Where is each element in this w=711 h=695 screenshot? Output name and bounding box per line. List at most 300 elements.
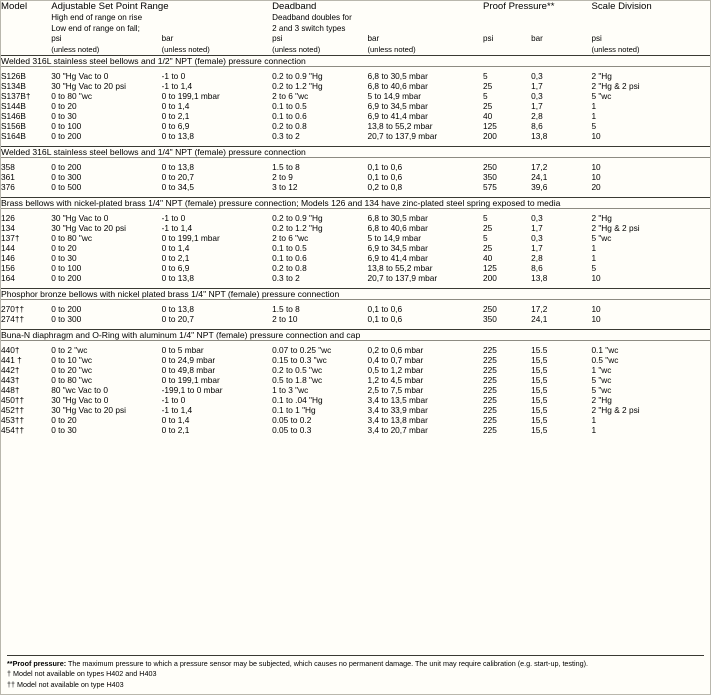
data-cell: 2 to 6 "wc xyxy=(272,233,309,243)
model-cell: 442† xyxy=(1,365,20,375)
units-label: bar xyxy=(367,34,380,43)
header-subtitle-row xyxy=(1,12,710,34)
data-cell: 225 xyxy=(482,405,497,415)
data-cell: 0,3 xyxy=(531,209,591,224)
data-cell: 350 xyxy=(482,314,497,324)
data-cell: 5 xyxy=(482,233,488,243)
footnote-proof-label: **Proof pressure: xyxy=(7,658,67,668)
units-scale-psi xyxy=(591,34,710,56)
units-proof-bar xyxy=(531,34,591,56)
data-cell: 0,2 to 0,6 mbar xyxy=(368,341,483,356)
data-cell: 0.2 to 0.8 xyxy=(272,263,307,273)
data-cell: 5 to 14,9 mbar xyxy=(367,233,422,243)
data-cell: 1 to 3 "wc xyxy=(272,385,309,395)
footnote-proof-text: The maximum pressure to which a pressure sensor may be subjected, which causes no permanent damage. The unit may require calibration (e.g. start-up, testing). xyxy=(66,658,589,668)
data-cell: 2,8 xyxy=(531,111,543,121)
data-cell: 0 to 30 xyxy=(51,111,77,121)
data-cell: 10 xyxy=(591,300,710,315)
data-cell: 30 "Hg Vac to 20 psi xyxy=(51,405,126,415)
data-cell: 3,4 to 33,9 mbar xyxy=(367,405,428,415)
data-cell: 15,5 xyxy=(531,365,548,375)
data-cell: 24,1 xyxy=(531,172,548,182)
table-row xyxy=(1,101,710,111)
data-cell: 2 to 9 xyxy=(272,172,293,182)
data-cell: 0.2 to 0.8 xyxy=(272,121,307,131)
model-cell: S146B xyxy=(1,111,26,121)
model-cell: S144B xyxy=(1,101,26,111)
data-cell: 5 "wc xyxy=(591,385,612,395)
table-row xyxy=(1,67,710,82)
data-cell: 0 to 1,4 xyxy=(161,243,190,253)
data-cell: 0 to 30 xyxy=(51,425,77,435)
data-cell: 25 xyxy=(482,223,493,233)
data-cell: 0 to 20,7 xyxy=(161,314,194,324)
data-cell: 5 xyxy=(591,121,597,131)
data-cell: 0 to 30 xyxy=(51,253,77,263)
data-cell: 0,1 to 0,6 xyxy=(368,158,483,173)
data-cell: 3,4 to 13,5 mbar xyxy=(367,395,428,405)
data-cell: 0 to 6,9 xyxy=(161,121,190,131)
deadband-note-line2: 2 and 3 switch types xyxy=(272,24,346,33)
data-cell: 15,5 xyxy=(531,395,548,405)
data-cell: 24,1 xyxy=(531,314,548,324)
data-cell: 0.5 to 1.8 "wc xyxy=(272,375,323,385)
header-titles-row xyxy=(1,1,710,12)
group-header-row xyxy=(1,56,710,67)
table-row xyxy=(1,233,710,243)
data-cell: 0,4 to 0,7 mbar xyxy=(367,355,424,365)
data-cell: 0 to 2,1 xyxy=(161,111,190,121)
data-cell: 0 to 34,5 xyxy=(161,182,194,192)
header-model: Model xyxy=(1,1,28,12)
group-title: Phosphor bronze bellows with nickel plated brass 1/4" NPT (female) pressure connection xyxy=(1,289,710,300)
units-label: psi xyxy=(272,34,283,43)
data-cell: 225 xyxy=(482,385,497,395)
data-cell: 15,5 xyxy=(531,385,548,395)
header-deadband: Deadband xyxy=(272,1,317,12)
data-cell: 1,2 to 4,5 mbar xyxy=(367,375,424,385)
data-cell: 6,8 to 30,5 mbar xyxy=(368,209,483,224)
data-cell: 0 to 2 "wc xyxy=(51,341,161,356)
table-row xyxy=(1,209,710,224)
model-cell: 441 † xyxy=(1,355,22,365)
data-cell: 125 xyxy=(482,263,497,273)
model-cell: 443† xyxy=(1,375,20,385)
data-cell: 0.2 to 0.9 "Hg xyxy=(272,67,367,82)
table-row xyxy=(1,253,710,263)
data-cell: 0.2 to 1.2 "Hg xyxy=(272,81,323,91)
table-row xyxy=(1,341,710,356)
group-title: Welded 316L stainless steel bellows and 1/4" NPT (female) pressure connection xyxy=(1,147,710,158)
data-cell: 2 "Hg xyxy=(591,209,710,224)
data-cell: 15.5 xyxy=(531,341,591,356)
data-cell: 6,8 to 40,6 mbar xyxy=(367,223,428,233)
table-header-block xyxy=(1,1,710,56)
data-cell: 0 to 10 "wc xyxy=(51,355,92,365)
data-cell: 20 xyxy=(591,182,601,192)
table-row xyxy=(1,121,710,131)
data-cell: 0 to 199,1 mbar xyxy=(161,233,220,243)
data-cell: 225 xyxy=(482,355,497,365)
data-cell: 0 to 20 "wc xyxy=(51,365,92,375)
data-cell: 8,6 xyxy=(531,263,543,273)
model-cell: 270†† xyxy=(1,300,51,315)
data-cell: 225 xyxy=(482,425,497,435)
units-deadband-bar xyxy=(368,34,483,56)
model-cell: 440† xyxy=(1,341,51,356)
data-cell: 40 xyxy=(482,111,493,121)
footnote-double-dagger: †† Model not available on type H403 xyxy=(7,679,124,689)
data-cell: 0 to 20 xyxy=(51,101,77,111)
data-cell: 25 xyxy=(482,243,493,253)
data-cell: 2 "Hg & 2 psi xyxy=(591,405,640,415)
table-row xyxy=(1,355,710,365)
table-row xyxy=(1,111,710,121)
model-cell: 376 xyxy=(1,182,15,192)
data-cell: 0.05 to 0.3 xyxy=(272,425,312,435)
data-cell: 125 xyxy=(482,121,497,131)
data-cell: 30 "Hg Vac to 20 psi xyxy=(51,223,126,233)
units-label: psi xyxy=(591,34,602,43)
data-cell: 25 xyxy=(482,101,493,111)
table-row xyxy=(1,314,710,330)
table-row xyxy=(1,273,710,289)
units-note: (unless noted) xyxy=(51,44,100,54)
model-cell: 164 xyxy=(1,273,15,283)
units-note: (unless noted) xyxy=(272,44,321,54)
table-row xyxy=(1,385,710,395)
model-cell: S156B xyxy=(1,121,26,131)
model-cell: S137B† xyxy=(1,91,31,101)
data-cell: 6,8 to 30,5 mbar xyxy=(368,67,483,82)
data-cell: 13,8 xyxy=(531,131,548,141)
data-cell: 0 to 13,8 xyxy=(162,158,272,173)
data-cell: 0,3 xyxy=(531,233,543,243)
data-cell: 25 xyxy=(482,81,493,91)
data-cell: 0 to 6,9 xyxy=(161,263,190,273)
model-cell: 452†† xyxy=(1,405,25,415)
data-cell: 0 to 80 "wc xyxy=(51,233,92,243)
data-cell: 5 xyxy=(483,209,531,224)
data-cell: 0,1 to 0,6 xyxy=(368,300,483,315)
table-body xyxy=(1,56,710,441)
data-cell: 0 to 300 xyxy=(51,314,82,324)
header-proof-pressure: Proof Pressure** xyxy=(482,1,555,12)
table-row xyxy=(1,395,710,405)
group-title: Welded 316L stainless steel bellows and 1/2" NPT (female) pressure connection xyxy=(1,56,710,67)
data-cell: 0 to 500 xyxy=(51,182,82,192)
model-cell: 450†† xyxy=(1,395,25,405)
data-cell: 15,5 xyxy=(531,355,548,365)
data-cell: 225 xyxy=(483,341,531,356)
data-cell: 0.3 to 2 xyxy=(272,131,300,141)
model-cell: 448† xyxy=(1,385,20,395)
data-cell: 0 to 49,8 mbar xyxy=(161,365,216,375)
model-cell: 146 xyxy=(1,253,15,263)
data-cell: 2,8 xyxy=(531,253,543,263)
units-note: (unless noted) xyxy=(591,44,640,54)
group-header-row xyxy=(1,289,710,300)
data-cell: 575 xyxy=(482,182,497,192)
data-cell: 1,7 xyxy=(531,81,543,91)
data-cell: 0 to 20 xyxy=(51,415,77,425)
table-row xyxy=(1,375,710,385)
data-cell: 1 xyxy=(591,101,597,111)
data-cell: 0,2 to 0,8 xyxy=(367,182,403,192)
data-cell: 200 xyxy=(482,273,497,283)
group-header-row xyxy=(1,330,710,341)
data-cell: 200 xyxy=(482,131,497,141)
data-cell: -1 to 0 xyxy=(162,67,272,82)
table-row xyxy=(1,365,710,375)
table-row xyxy=(1,263,710,273)
data-cell: 0.15 to 0.3 "wc xyxy=(272,355,327,365)
data-cell: 10 xyxy=(591,314,601,324)
header-setpoint: Adjustable Set Point Range xyxy=(51,1,169,12)
group-title: Buna-N diaphragm and O-Ring with aluminum 1/4" NPT (female) pressure connection and cap xyxy=(1,330,710,341)
data-cell: 30 "Hg Vac to 0 xyxy=(51,395,109,405)
data-cell: 0 to 80 "wc xyxy=(51,375,92,385)
data-cell: 0,3 xyxy=(531,67,591,82)
data-cell: 15,5 xyxy=(531,425,548,435)
data-cell: 0.1 to 1 "Hg xyxy=(272,405,316,415)
header-sub-spacer-proof xyxy=(483,12,591,34)
data-cell: 0 to 200 xyxy=(51,300,161,315)
data-cell: 3 to 12 xyxy=(272,182,298,192)
data-cell: 225 xyxy=(482,415,497,425)
footnote-dagger: † Model not available on types H402 and H403 xyxy=(7,669,157,679)
data-cell: 5 xyxy=(482,91,488,101)
data-cell: 250 xyxy=(483,300,531,315)
units-setpoint-psi xyxy=(51,34,161,56)
header-units-row xyxy=(1,34,710,56)
header-sub-setpoint xyxy=(51,12,272,34)
table-row xyxy=(1,425,710,440)
model-cell: 361 xyxy=(1,172,15,182)
data-cell: 1,7 xyxy=(531,243,543,253)
data-cell: 13,8 to 55,2 mbar xyxy=(367,121,433,131)
data-cell: -1 to 1,4 xyxy=(161,223,193,233)
data-cell: 30 "Hg Vac to 0 xyxy=(51,67,161,82)
data-cell: 0.2 to 1.2 "Hg xyxy=(272,223,323,233)
table-row xyxy=(1,223,710,233)
data-cell: 0.05 to 0.2 xyxy=(272,415,312,425)
table-row xyxy=(1,81,710,91)
data-cell: -199,1 to 0 mbar xyxy=(161,385,223,395)
data-cell: 2 "Hg xyxy=(591,395,612,405)
data-cell: 6,8 to 40,6 mbar xyxy=(367,81,428,91)
data-cell: 30 "Hg Vac to 20 psi xyxy=(51,81,126,91)
data-cell: 0 to 199,1 mbar xyxy=(161,91,220,101)
units-spacer-model xyxy=(1,34,51,56)
units-note: (unless noted) xyxy=(161,44,210,54)
setpoint-note-line1: High end of range on rise xyxy=(51,13,143,22)
model-cell: 454†† xyxy=(1,425,25,435)
units-label: psi xyxy=(51,34,62,43)
data-cell: 0.07 to 0.25 "wc xyxy=(272,341,367,356)
data-cell: 0 to 199,1 mbar xyxy=(161,375,220,385)
group-title: Brass bellows with nickel-plated brass 1/4" NPT (female) pressure connection; Models 126 and 134 have zinc-plated steel spring exposed to media xyxy=(1,198,710,209)
data-cell: 2,5 to 7,5 mbar xyxy=(367,385,424,395)
model-cell: 134 xyxy=(1,223,15,233)
data-cell: 0 to 2,1 xyxy=(161,253,190,263)
model-cell: 453†† xyxy=(1,415,25,425)
data-cell: 3,4 to 13,8 mbar xyxy=(367,415,428,425)
data-cell: 17,2 xyxy=(531,158,591,173)
data-cell: 0.1 to 0.5 xyxy=(272,101,307,111)
data-cell: -1 to 1,4 xyxy=(161,81,193,91)
table-row xyxy=(1,415,710,425)
data-cell: 0.1 to 0.5 xyxy=(272,243,307,253)
data-cell: 5 "wc xyxy=(591,91,612,101)
data-cell: 0 to 24,9 mbar xyxy=(161,355,216,365)
data-cell: 1 xyxy=(591,415,597,425)
units-proof-psi xyxy=(483,34,531,56)
data-cell: 1 xyxy=(591,111,597,121)
data-cell: 1 xyxy=(591,425,597,435)
data-cell: -1 to 0 xyxy=(162,209,272,224)
data-cell: 8,6 xyxy=(531,121,543,131)
data-cell: 15,5 xyxy=(531,375,548,385)
data-cell: 0 to 13,8 xyxy=(161,273,194,283)
pressure-switch-spec-table xyxy=(1,1,710,440)
footnote-proof-pressure xyxy=(7,659,704,669)
data-cell: 0 to 80 "wc xyxy=(51,91,92,101)
data-cell: 225 xyxy=(482,365,497,375)
data-cell: 0 to 2,1 xyxy=(161,425,190,435)
model-cell: 126 xyxy=(1,209,51,224)
footnotes xyxy=(7,655,704,690)
units-label: psi xyxy=(482,34,494,43)
data-cell: 39,6 xyxy=(531,182,548,192)
model-cell: S126B xyxy=(1,67,51,82)
data-cell: 30 "Hg Vac to 0 xyxy=(51,209,161,224)
data-cell: 1,7 xyxy=(531,223,543,233)
data-cell: 0 to 5 mbar xyxy=(162,341,272,356)
data-cell: 2 "Hg & 2 psi xyxy=(591,223,640,233)
table-row xyxy=(1,182,710,198)
data-cell: 0 to 100 xyxy=(51,263,82,273)
data-cell: 6,9 to 41,4 mbar xyxy=(367,111,428,121)
data-cell: 13,8 to 55,2 mbar xyxy=(367,263,433,273)
data-cell: 2 "Hg & 2 psi xyxy=(591,81,640,91)
units-note: (unless noted) xyxy=(367,44,416,54)
data-cell: 0 to 13,8 xyxy=(161,131,194,141)
data-cell: 0.1 "wc xyxy=(591,341,710,356)
data-cell: 0 to 200 xyxy=(51,131,82,141)
data-cell: 0.2 to 0.5 "wc xyxy=(272,365,323,375)
data-cell: 0 to 1,4 xyxy=(161,415,190,425)
model-cell: 137† xyxy=(1,233,20,243)
table-row xyxy=(1,405,710,415)
data-cell: 17,2 xyxy=(531,300,591,315)
header-sub-spacer-model xyxy=(1,12,51,34)
data-cell: 6,9 to 41,4 mbar xyxy=(367,253,428,263)
setpoint-note-line2: Low end of range on fall; xyxy=(51,24,140,33)
data-cell: 5 "wc xyxy=(591,375,612,385)
table-row xyxy=(1,131,710,147)
data-cell: 0 to 200 xyxy=(51,273,82,283)
data-cell: 0.1 to 0.6 xyxy=(272,111,307,121)
data-cell: 350 xyxy=(482,172,497,182)
group-header-row xyxy=(1,198,710,209)
data-cell: 225 xyxy=(482,375,497,385)
model-cell: 358 xyxy=(1,158,51,173)
data-cell: 225 xyxy=(482,395,497,405)
data-cell: 0,5 to 1,2 mbar xyxy=(367,365,424,375)
data-cell: 2 to 6 "wc xyxy=(272,91,309,101)
data-cell: 0,1 to 0,6 xyxy=(367,172,403,182)
data-cell: 2 "Hg xyxy=(591,67,710,82)
data-cell: 0.1 to .04 "Hg xyxy=(272,395,323,405)
data-cell: 0,1 to 0,6 xyxy=(367,314,403,324)
data-cell: 1.5 to 8 xyxy=(272,158,367,173)
data-cell: 1 "wc xyxy=(591,365,612,375)
data-cell: 0 to 1,4 xyxy=(161,101,190,111)
data-cell: 6,9 to 34,5 mbar xyxy=(367,101,428,111)
data-cell: 20,7 to 137,9 mbar xyxy=(367,273,438,283)
units-label: bar xyxy=(531,34,543,43)
header-sub-deadband xyxy=(272,12,483,34)
data-cell: 13,8 xyxy=(531,273,548,283)
table-row xyxy=(1,91,710,101)
data-cell: 1 xyxy=(591,253,597,263)
data-cell: 10 xyxy=(591,131,601,141)
data-cell: 20,7 to 137,9 mbar xyxy=(367,131,438,141)
data-cell: 0 to 100 xyxy=(51,121,82,131)
table-row xyxy=(1,158,710,173)
model-cell: 274†† xyxy=(1,314,25,324)
model-cell: 144 xyxy=(1,243,15,253)
data-cell: 1,7 xyxy=(531,101,543,111)
data-cell: 0 to 300 xyxy=(51,172,82,182)
data-cell: 0.1 to 0.6 xyxy=(272,253,307,263)
table-row xyxy=(1,243,710,253)
data-cell: 0 to 13,8 xyxy=(162,300,272,315)
data-cell: 0,3 xyxy=(531,91,543,101)
data-cell: 0.3 to 2 xyxy=(272,273,300,283)
data-cell: 10 xyxy=(591,158,710,173)
units-setpoint-bar xyxy=(162,34,272,56)
header-sub-spacer-scale xyxy=(591,12,710,34)
data-cell: 0.2 to 0.9 "Hg xyxy=(272,209,367,224)
data-cell: 6,9 to 34,5 mbar xyxy=(367,243,428,253)
data-cell: 0.5 "wc xyxy=(591,355,619,365)
header-scale-division: Scale Division xyxy=(591,1,652,12)
data-cell: 1.5 to 8 xyxy=(272,300,367,315)
data-cell: 2 to 10 xyxy=(272,314,298,324)
data-cell: -1 to 0 xyxy=(161,395,186,405)
data-cell: 5 to 14,9 mbar xyxy=(367,91,422,101)
table-row xyxy=(1,172,710,182)
data-cell: -1 to 1,4 xyxy=(161,405,193,415)
data-cell: 0 to 200 xyxy=(51,158,161,173)
data-cell: 5 xyxy=(591,263,597,273)
data-cell: 10 xyxy=(591,172,601,182)
data-cell: 3,4 to 20,7 mbar xyxy=(367,425,428,435)
data-cell: 0 to 20,7 xyxy=(161,172,194,182)
data-cell: 15,5 xyxy=(531,415,548,425)
model-cell: S134B xyxy=(1,81,26,91)
model-cell: 156 xyxy=(1,263,15,273)
data-cell: 5 xyxy=(483,67,531,82)
data-cell: 0 to 20 xyxy=(51,243,77,253)
table-row xyxy=(1,300,710,315)
data-cell: 1 xyxy=(591,243,597,253)
data-cell: 5 "wc xyxy=(591,233,612,243)
footnote-divider xyxy=(7,655,704,656)
data-cell: 80 "wc Vac to 0 xyxy=(51,385,108,395)
